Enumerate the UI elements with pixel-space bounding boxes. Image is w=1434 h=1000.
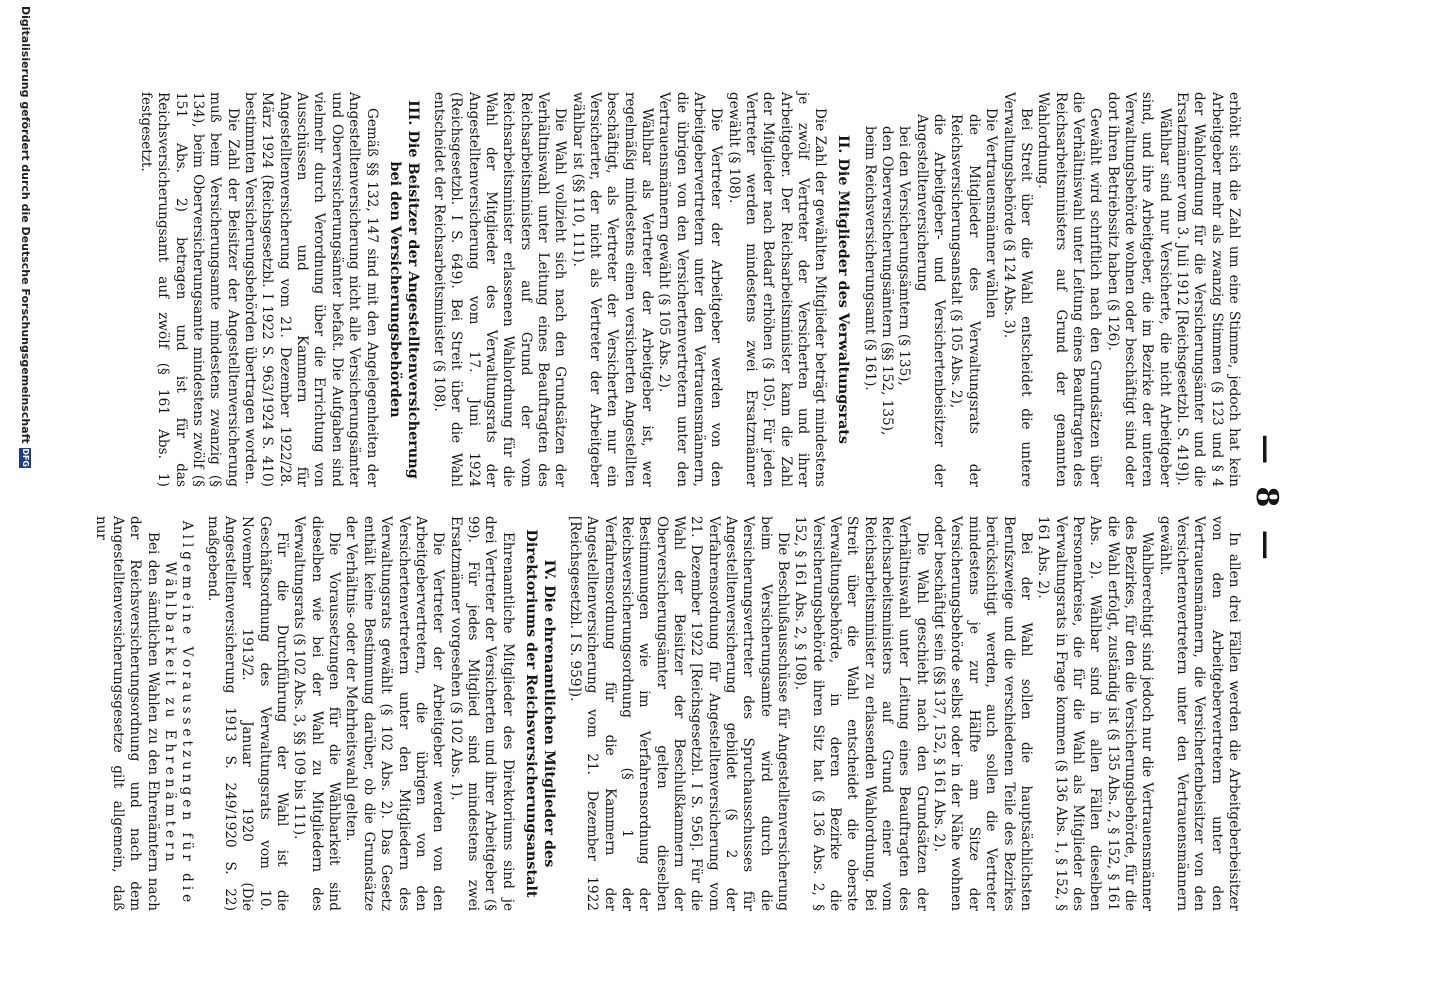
paragraph: den Oberversicherungsämtern (§§ 152, 135), (879, 126, 896, 436)
paragraph: bei den Versicherungsämtern (§ 135), (896, 126, 913, 386)
paragraph: Wählbar als Vertreter der Arbeitgeber ist, wer regelmäßig mindestens einen versicherten Angestellten beschäftigt, als Vertreter der Versicherten nur ein Versicherter, der nicht als Vertreter der Arbeitgeber wählbar ist (§§ 110, 111). (569, 92, 655, 487)
spaced-subheading: Allgemeine Voraussetzungen für die Wählbarkeit zu Ehrenämtern (162, 520, 196, 907)
paragraph: Wählbar sind nur Versicherte, die nicht Arbeitgeber sind, und ihre Arbeitgeber, die im Bezirke der unteren Verwaltungsbehörde wohnen oder beschäftigt sind oder dort ihren Betriebssitz haben (§ 126). (1104, 92, 1173, 487)
digitization-footer (19, 6, 32, 994)
paragraph: Die Wahl geschieht nach den Grundsätzen der Verhältniswahl unter Leitung eines Beauftragten des Reichsarbeitsministers auf Grund einer vom Reichsarbeitsminister zu erlassenden Wahlordnung. Bei Streit über die Wahl entscheidet die oberste Verwaltungsbehörde, in deren Bezirke die Versicherungsbehörde ihren Sitz hat (§ 136 Abs. 2, § 152, § 161 Abs. 2, § 108). (792, 516, 930, 911)
paragraph: Wahlberechtigt sind jedoch nur die Vertrauensmänner des Bezirkes, für den die Versicherungsbehörde, für die die Wahl erfolgt, zuständig ist (§ 135 Abs. 2, § 152, § 161 Abs. 2). Wählbar sind in allen Fällen dieselben Personenkreise, die für die Wahl als Mitglieder des Verwaltungsrats in Frage kommen (§ 136 Abs. 1, § 152, § 161 Abs. 2). (1035, 516, 1156, 911)
paragraph: Bei Streit über die Wahl entscheidet die untere Verwaltungsbehörde (§ 124 Abs. 3). (1000, 92, 1034, 487)
section-heading: IV. Die ehrenamtlichen Mitglieder des Direktoriums der Reichsversicherungsanstalt (522, 529, 558, 898)
paragraph: die Mitglieder des Verwaltungsrats der Reichsversicherungsanstalt (§ 105 Abs. 2), (948, 114, 982, 487)
footer-credit: Digitalisierung gefördert durch die Deutsche Forschungsgemeinschaft (19, 6, 32, 444)
paragraph: Gewählt wird schriftlich nach den Grundsätzen über die Verhältniswahl unter Leitung eines Beauftragten des Reichsarbeitsministers auf Grund der genannten Wahlordnung. (1035, 92, 1104, 487)
paragraph: erhöht sich die Zahl um eine Stimme, jedoch hat kein Arbeitgeber mehr als zwanzig Stimmen (§ 123 und § 4 der Wahlordnung für die Versicherungsämter und die Ersatzmänner vom 3. Juli 1912 [Reichsgesetzbl. S. 419]). (1173, 92, 1242, 487)
paragraph: Die Zahl der gewählten Mitglieder beträgt mindestens je zwölf Vertreter der Versicherten und ihrer Arbeitgeber. Der Reichsarbeitsminister kann die Zahl der Mitglieder nach Bedarf erhöhen (§ 105). Für jeden Vertreter werden mindestens zwei Ersatzmänner gewählt (§ 108). (725, 92, 829, 487)
dfg-logo-icon: DFG (21, 448, 31, 467)
paragraph: Gemäß §§ 132, 147 sind mit den Angelegenheiten der Angestelltenversicherung nicht alle Versicherungsämter und Oberversicherungsämter befaßt. Die Aufgaben sind vielmehr durch Verordnung über die Errichtung von Ausschüssen und Kammern für Angestelltenversicherung vom 21. Dezember 1922/28. März 1924 (Reichsgesetzbl. I 1922 S. 963/1924 S. 410) bestimmten Versicherungsbehörden übertragen worden. (242, 92, 380, 487)
paragraph: Die Voraussetzungen für die Wählbarkeit sind dieselben wie bei der Wahl zu Mitgliedern des Verwaltungsrats (§ 102 Abs. 3, §§ 109 bis 111). (291, 516, 343, 911)
paragraph: Die Vertreter der Arbeitgeber werden von den Arbeitgebervertretern, die übrigen von den Versichertenvertretern unter den Mitgliedern des Verwaltungsrats gewählt (§ 102 Abs. 2). Das Gesetz enthält keine Bestimmung darüber, ob die Grundsätze der Verhältnis- oder der Mehrheitswahl gelten. (343, 516, 447, 911)
paragraph: die Arbeitgeber- und Versichertenbeisitzer der Angestelltenversicherung (913, 114, 948, 487)
section-heading: III. Die Beisitzer der Angestelltenversicherung bei den Versicherungsbehörden (386, 100, 422, 479)
paragraph: Die Vertreter der Arbeitgeber werden von den Arbeitgebervertretern unter den Vertrauensmännern, die übrigen von den Versichertenvertretern unter den Vertrauensmännern gewählt (§ 105 Abs. 2). (656, 92, 725, 487)
paragraph: Bei der Wahl sollen die hauptsächlichsten Berufszweige und die verschiedenen Teile des Bezirkes berücksichtigt werden, auch sollen die Vertreter mindestens je zur Hälfte am Sitze der Versicherungsbehörde selbst oder in der Nähe wohnen oder beschäftigt sein (§§ 137, 152, § 161 Abs. 2). (931, 516, 1034, 911)
section-heading: II. Die Mitglieder des Verwaltungsrats (835, 134, 853, 445)
paragraph: Die Zahl der Beisitzer der Angestelltenversicherung muß beim Versicherungsamte mindestens zwanzig (§ 134), beim Oberversicherungsamte mindestens zwölf (§ 151 Abs. 2) betragen und ist für das Reichsversicherungsamt auf zwölf (§ 161 Abs. 1) festgesetzt. (138, 92, 241, 487)
paragraph: In allen drei Fällen werden die Arbeitgeberbeisitzer von den Arbeitgebervertretern unter den Vertrauensmännern, die Versichertenbeisitzer von den Versichertenvertretern unter den Vertrauensmännern gewählt. (1156, 516, 1242, 911)
paragraph: Für die Durchführung der Wahl ist die Geschäftsordnung des Verwaltungsrats vom 10. November 1913/2. Januar 1920 (Die Angestelltenversicherung 1913 S. 249/1920 S. 22) maßgebend. (204, 516, 291, 911)
paragraph: Die Wahl vollzieht sich nach den Grundsätzen der Verhältniswahl unter Leitung eines Beauftragten des Reichsarbeitsministers auf Grund der vom Reichsarbeitsminister erlassenen Wahlordnung für die Wahl der Mitglieder des Verwaltungsrats der Angestelltenversicherung vom 17. Juni 1924 (Reichsgesetzbl. I S. 649). Bei Streit über die Wahl entscheidet der Reichsarbeitsminister (§ 108). (430, 92, 569, 487)
paragraph: Die Beschlußausschüsse für Angestelltenversicherung beim Versicherungsamte wird durch die Versicherungsvertreter des Spruchausschusses für Angestelltenversicherung gebildet (§ 2 der Verfahrensordnung für Angestelltenversicherung vom 21. Dezember 1922 [Reichsgesetzbl. I S. 956]. Für die Wahl der Beisitzer der Beschlußkammern der Oberversicherungsämter gelten dieselben Bestimmungen wie im Verfahrensordnung der Reichsversicherungsordnung (§ 1 der Verfahrensordnung für die Kammern der Angestelltenversicherung vom 21. Dezember 1922 [Reichsgesetzbl. I S. 959]). (566, 516, 792, 911)
paragraph: Bei den sämtlichen Wahlen zu den Ehrenämtern nach der Reichsversicherungsordnung und nach dem Angestelltenversicherungsgesetze gilt allgemein, daß nur (92, 516, 161, 911)
page-number: — 8 — (1249, 434, 1284, 566)
right-column (91, 516, 1242, 911)
paragraph: Die Vertrauensmänner wählen (983, 108, 1000, 319)
left-column (137, 92, 1242, 487)
paragraph: beim Reichsversicherungsamt (§ 161). (861, 126, 878, 391)
paragraph: Ehrenamtliche Mitglieder des Direktoriums sind je drei Vertreter der Versicherten und ihrer Arbeitgeber (§ 99). Für jedes Mitglied sind mindestens zwei Ersatzmänner vorgesehen (§ 102 Abs. 1). (447, 516, 516, 911)
